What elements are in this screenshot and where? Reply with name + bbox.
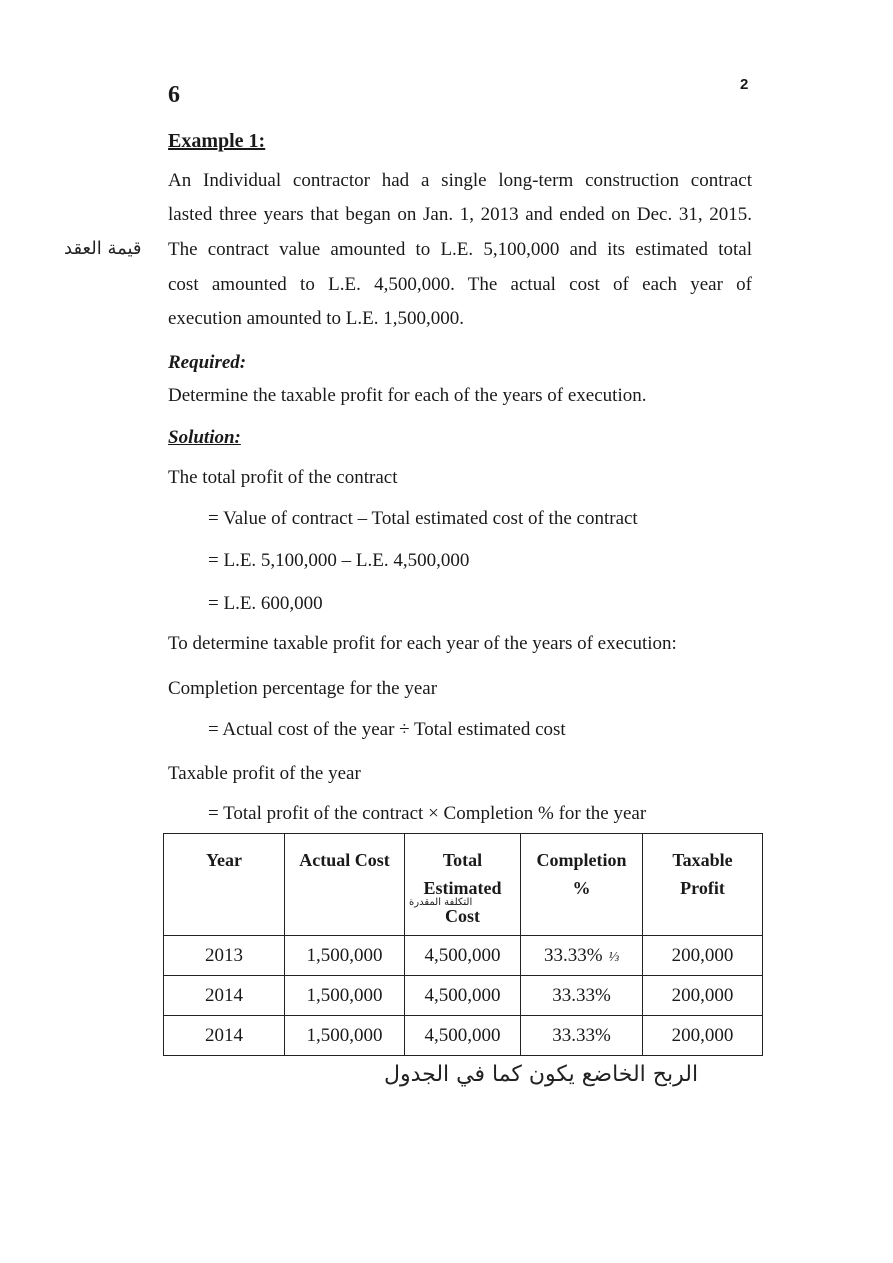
total-profit-label: The total profit of the contract [168, 467, 398, 488]
cell-actual-cost: 1,500,000 [285, 936, 405, 976]
page-number-left: 6 [168, 82, 180, 108]
cell-year: 2014 [164, 1016, 285, 1056]
example-heading: Example 1: [168, 130, 266, 152]
header-taxable-profit: Taxable Profit [643, 834, 763, 936]
cell-actual-cost: 1,500,000 [285, 1016, 405, 1056]
bottom-handwritten-note: الربح الخاضع يكون كما في الجدول [384, 1062, 699, 1087]
cell-estimated-cost: 4,500,000 [405, 936, 521, 976]
cell-actual-cost: 1,500,000 [285, 976, 405, 1016]
solution-heading: Solution: [168, 427, 241, 448]
required-heading: Required: [168, 352, 247, 373]
header-completion: Completion % [521, 834, 643, 936]
taxable-label: Taxable profit of the year [168, 763, 361, 784]
cell-completion: 33.33% ⅓ [521, 936, 643, 976]
cell-taxable-profit: 200,000 [643, 976, 763, 1016]
cell-year: 2013 [164, 936, 285, 976]
cell-completion: 33.33% [521, 1016, 643, 1056]
handwritten-third-note: ⅓ [608, 949, 620, 965]
cell-estimated-cost: 4,500,000 [405, 976, 521, 1016]
determine-text: To determine taxable profit for each year of the years of execution: [168, 633, 677, 654]
taxable-profit-table [163, 833, 763, 1056]
cell-estimated-cost: 4,500,000 [405, 1016, 521, 1056]
header-actual-cost: Actual Cost [285, 834, 405, 936]
table-row [164, 936, 763, 976]
required-text: Determine the taxable profit for each of the years of execution. [168, 385, 647, 406]
margin-handwritten-note: قيمة العقد [64, 238, 142, 259]
paragraph-line-4: cost amounted to L.E. 4,500,000. The actual cost of each year of [168, 274, 752, 295]
completion-equation: = Actual cost of the year ÷ Total estimated cost [208, 719, 566, 740]
header-handwritten-note: التكلفة المقدرة [409, 897, 473, 908]
cell-year: 2014 [164, 976, 285, 1016]
header-year: Year [164, 834, 285, 936]
table-row [164, 1016, 763, 1056]
paragraph-line-2: lasted three years that began on Jan. 1, 2013 and ended on Dec. 31, 2015. [168, 204, 752, 225]
paragraph-line-5: execution amounted to L.E. 1,500,000. [168, 308, 465, 329]
cell-completion: 33.33% [521, 976, 643, 1016]
equation-line-2: = L.E. 5,100,000 – L.E. 4,500,000 [208, 550, 470, 571]
equation-line-3: = L.E. 600,000 [208, 593, 323, 614]
table-header-row [164, 834, 763, 936]
page-number-right: 2 [740, 76, 749, 93]
paragraph-line-3: The contract value amounted to L.E. 5,100,000 and its estimated total [168, 239, 752, 260]
cell-taxable-profit: 200,000 [643, 1016, 763, 1056]
table-row [164, 976, 763, 1016]
equation-line-1: = Value of contract – Total estimated cost of the contract [208, 508, 638, 529]
cell-taxable-profit: 200,000 [643, 936, 763, 976]
paragraph-line-1: An Individual contractor had a single long-term construction contract [168, 170, 752, 191]
completion-label: Completion percentage for the year [168, 678, 438, 699]
taxable-equation: = Total profit of the contract × Completion % for the year [208, 803, 647, 824]
header-total-estimated-cost: Total Estimated Cost التكلفة المقدرة [405, 834, 521, 936]
